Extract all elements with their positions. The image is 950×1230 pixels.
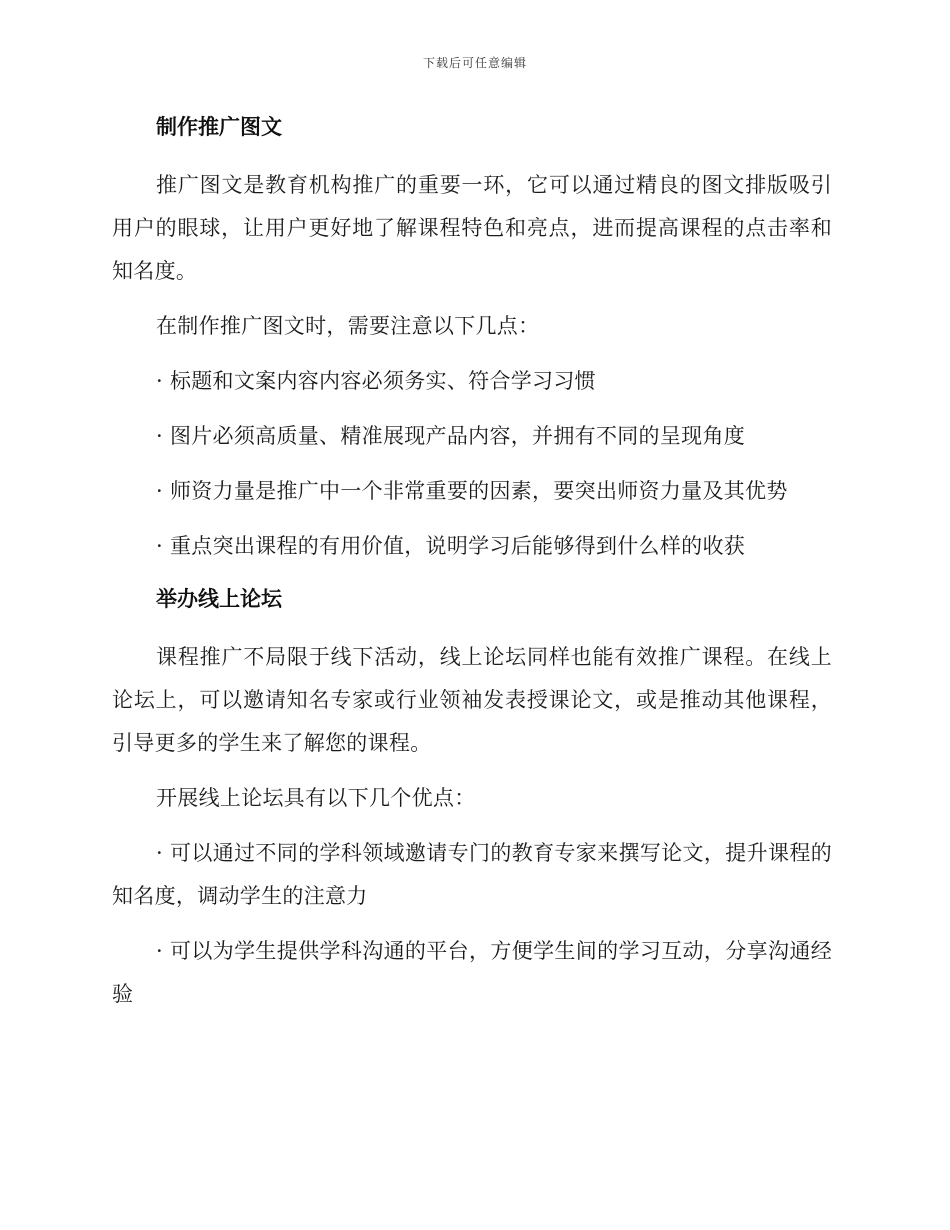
bullet-item: · 标题和文案内容内容必须务实、符合学习习惯 xyxy=(156,369,596,393)
bullet-item: · 重点突出课程的有用价值，说明学习后能够得到什么样的收获 xyxy=(156,534,746,558)
paragraph: 课程推广不局限于线下活动，线上论坛同样也能有效推广课程。在线上论坛上，可以邀请知名专家或行业领袖发表授课论文，或是推动其他课程，引导更多的学生来了解您的课程。 xyxy=(112,645,832,755)
bullet-item: · 可以通过不同的学科领域邀请专门的教育专家来撰写论文，提升课程的知名度，调动学生的注意力 xyxy=(112,841,832,908)
section-heading-promo-graphics: 制作推广图文 xyxy=(156,115,282,139)
bullet-item: · 图片必须高质量、精准展现产品内容，并拥有不同的呈现角度 xyxy=(156,424,746,448)
section-heading-online-forum: 举办线上论坛 xyxy=(156,587,282,611)
bullet-item: · 师资力量是推广中一个非常重要的因素，要突出师资力量及其优势 xyxy=(156,479,788,503)
paragraph: 开展线上论坛具有以下几个优点： xyxy=(156,786,476,810)
paragraph: 在制作推广图文时，需要注意以下几点： xyxy=(156,314,540,338)
page-header: 下载后可任意编辑 xyxy=(422,56,527,70)
bullet-item: · 可以为学生提供学科沟通的平台，方便学生间的学习互动，分享沟通经验 xyxy=(112,939,832,1006)
paragraph: 推广图文是教育机构推广的重要一环，它可以通过精良的图文排版吸引用户的眼球，让用户更好地了解课程特色和亮点，进而提高课程的点击率和知名度。 xyxy=(112,173,832,283)
document-body xyxy=(112,110,832,1028)
